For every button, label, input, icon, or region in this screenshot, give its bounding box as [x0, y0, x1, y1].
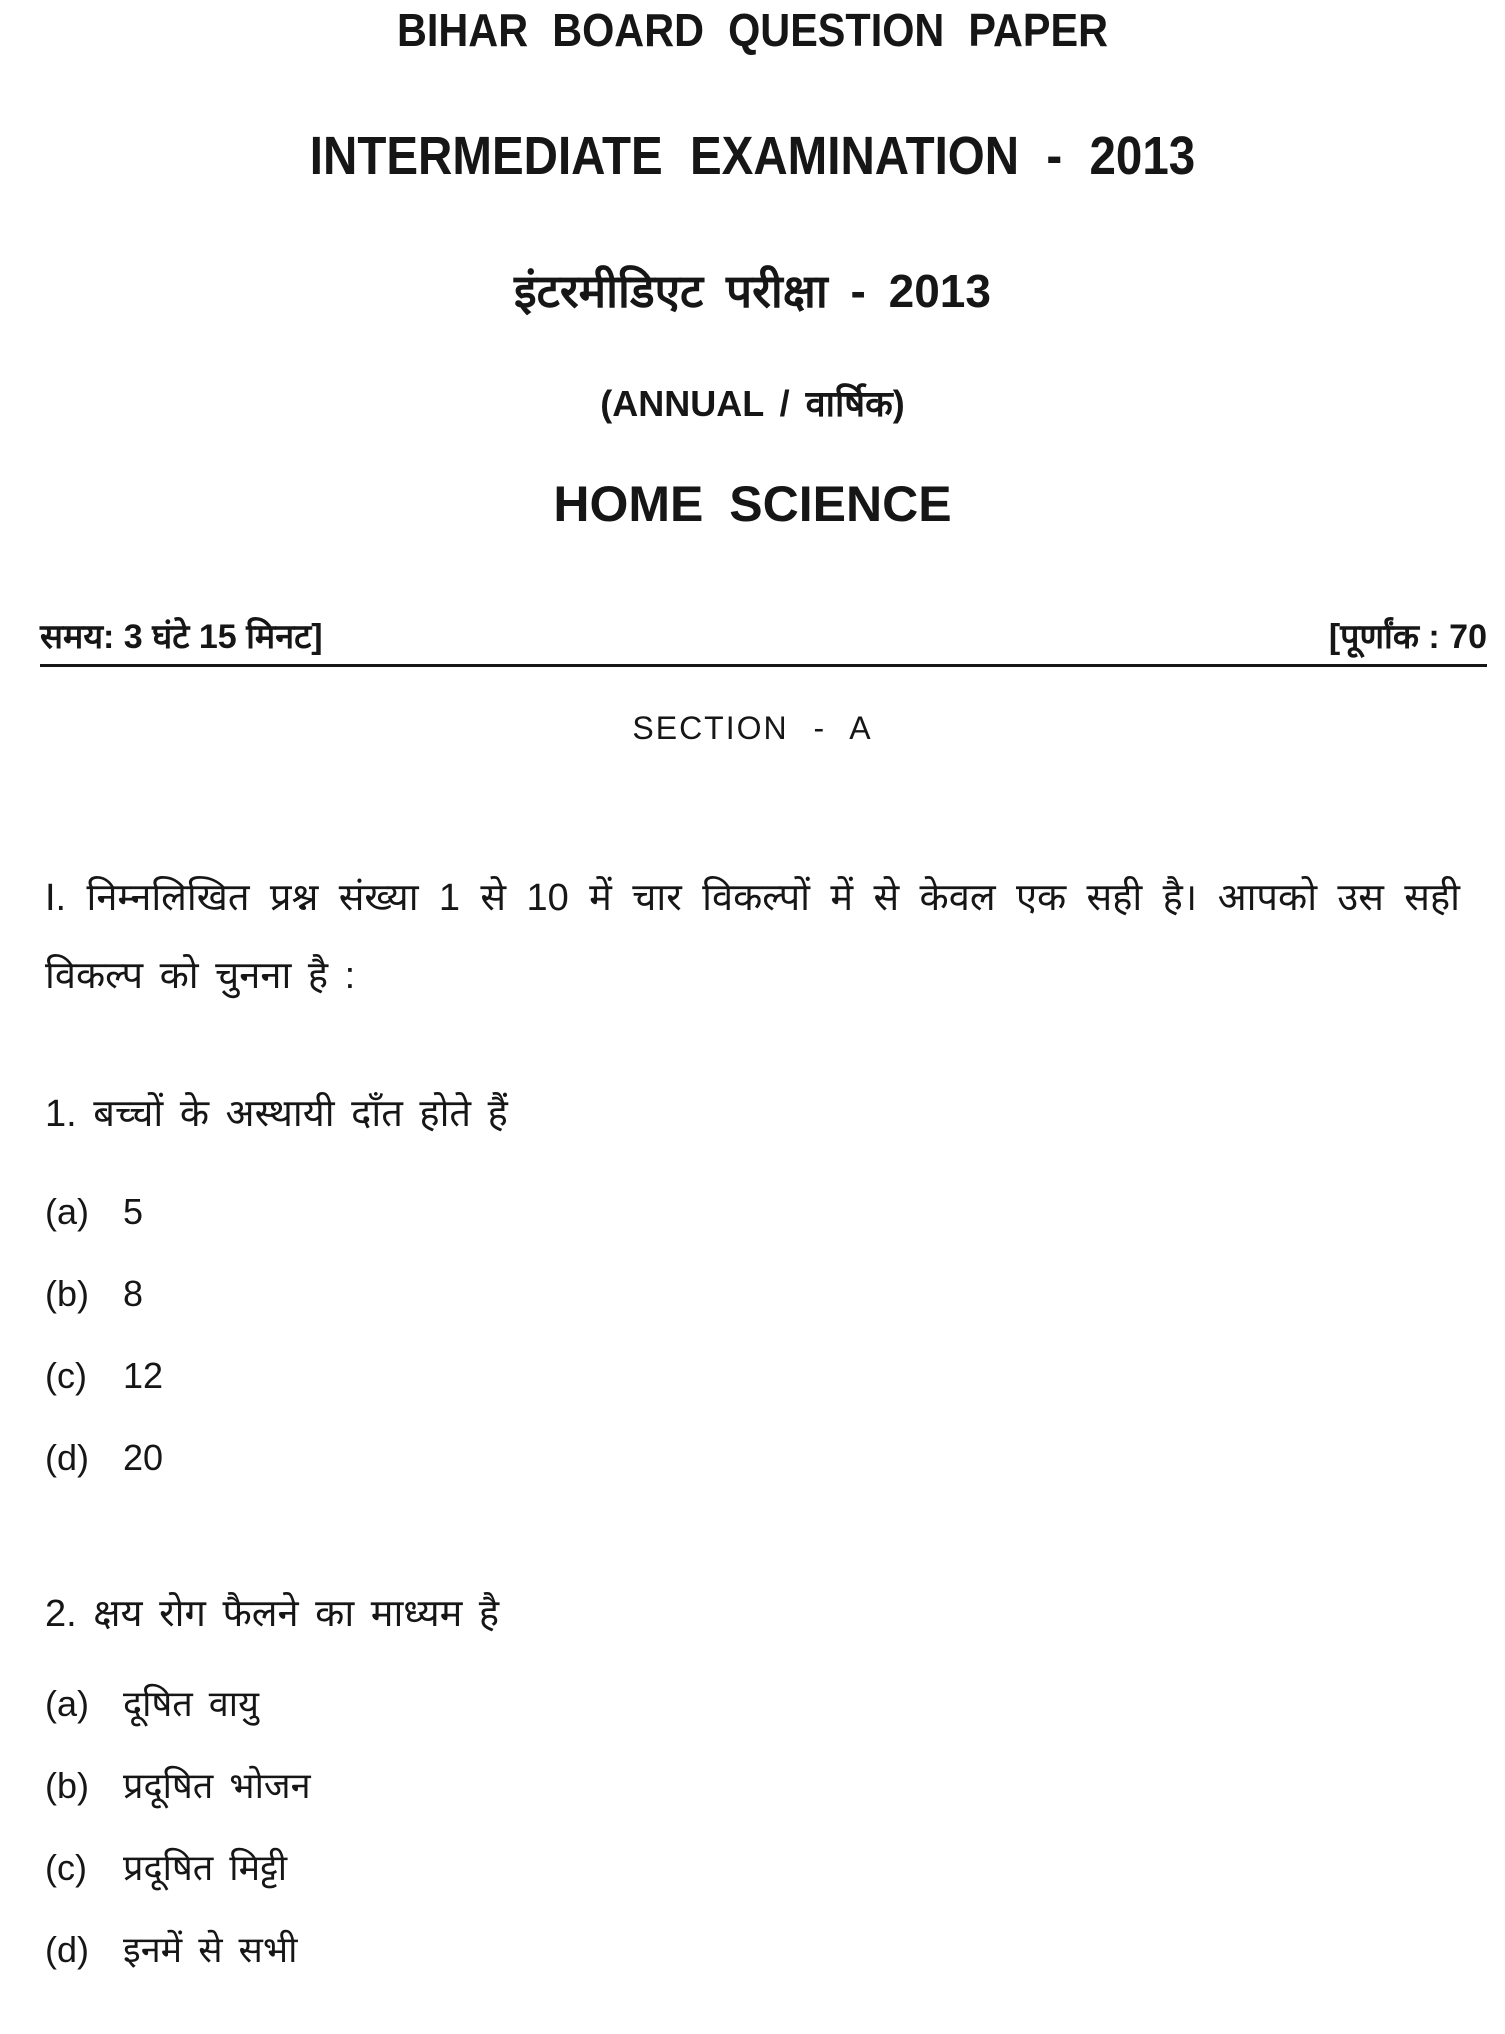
option-label: (b) — [45, 1273, 89, 1314]
board-title: BIHAR BOARD QUESTION PAPER — [397, 4, 1108, 56]
question-2-options — [45, 1681, 1505, 1973]
option-row — [45, 1763, 1505, 1809]
question-1-options — [45, 1189, 1505, 1481]
option-text: प्रदूषित भोजन — [123, 1765, 311, 1806]
option-row — [45, 1681, 1505, 1727]
time-marks-row — [40, 616, 1487, 667]
question-2 — [45, 1589, 1460, 1639]
full-marks: [पूर्णांक : 70 — [1328, 618, 1487, 656]
option-text: 20 — [123, 1437, 164, 1478]
option-text: दूषित वायु — [123, 1683, 260, 1724]
option-row — [45, 1271, 1505, 1317]
exam-title-english: INTERMEDIATE EXAMINATION - 2013 — [309, 126, 1196, 186]
option-text: 5 — [123, 1191, 144, 1232]
option-text: 8 — [123, 1273, 144, 1314]
question-2-text: क्षय रोग फैलने का माध्यम है — [93, 1593, 500, 1635]
annual-subtitle: (ANNUAL / वार्षिक) — [600, 383, 905, 424]
section-heading: SECTION - A — [632, 710, 873, 746]
option-row — [45, 1435, 1505, 1481]
question-2-number: 2. — [45, 1593, 77, 1635]
option-label: (c) — [45, 1355, 87, 1396]
option-label: (a) — [45, 1683, 89, 1724]
question-1-number: 1. — [45, 1093, 77, 1135]
option-row — [45, 1927, 1505, 1973]
option-label: (a) — [45, 1191, 89, 1232]
time-allowed: समय: 3 घंटे 15 मिनट] — [40, 618, 323, 656]
exam-title-hindi: इंटरमीडिएट परीक्षा - 2013 — [514, 265, 991, 317]
option-row — [45, 1845, 1505, 1891]
option-label: (b) — [45, 1765, 89, 1806]
option-text: इनमें से सभी — [123, 1929, 298, 1970]
option-row — [45, 1353, 1505, 1399]
question-1 — [45, 1089, 1460, 1139]
option-text: प्रदूषित मिट्टी — [123, 1847, 288, 1888]
option-label: (c) — [45, 1847, 87, 1888]
option-label: (d) — [45, 1929, 89, 1970]
question-1-text: बच्चों के अस्थायी दाँत होते हैं — [93, 1093, 508, 1135]
option-row — [45, 1189, 1505, 1235]
option-text: 12 — [123, 1355, 164, 1396]
subject-title: HOME SCIENCE — [553, 476, 952, 532]
option-label: (d) — [45, 1437, 89, 1478]
instruction-text: I. निम्नलिखित प्रश्न संख्या 1 से 10 में चार विकल्पों में से केवल एक सही है। आपको उस सही विकल्प को चुनना है : — [45, 877, 1460, 997]
